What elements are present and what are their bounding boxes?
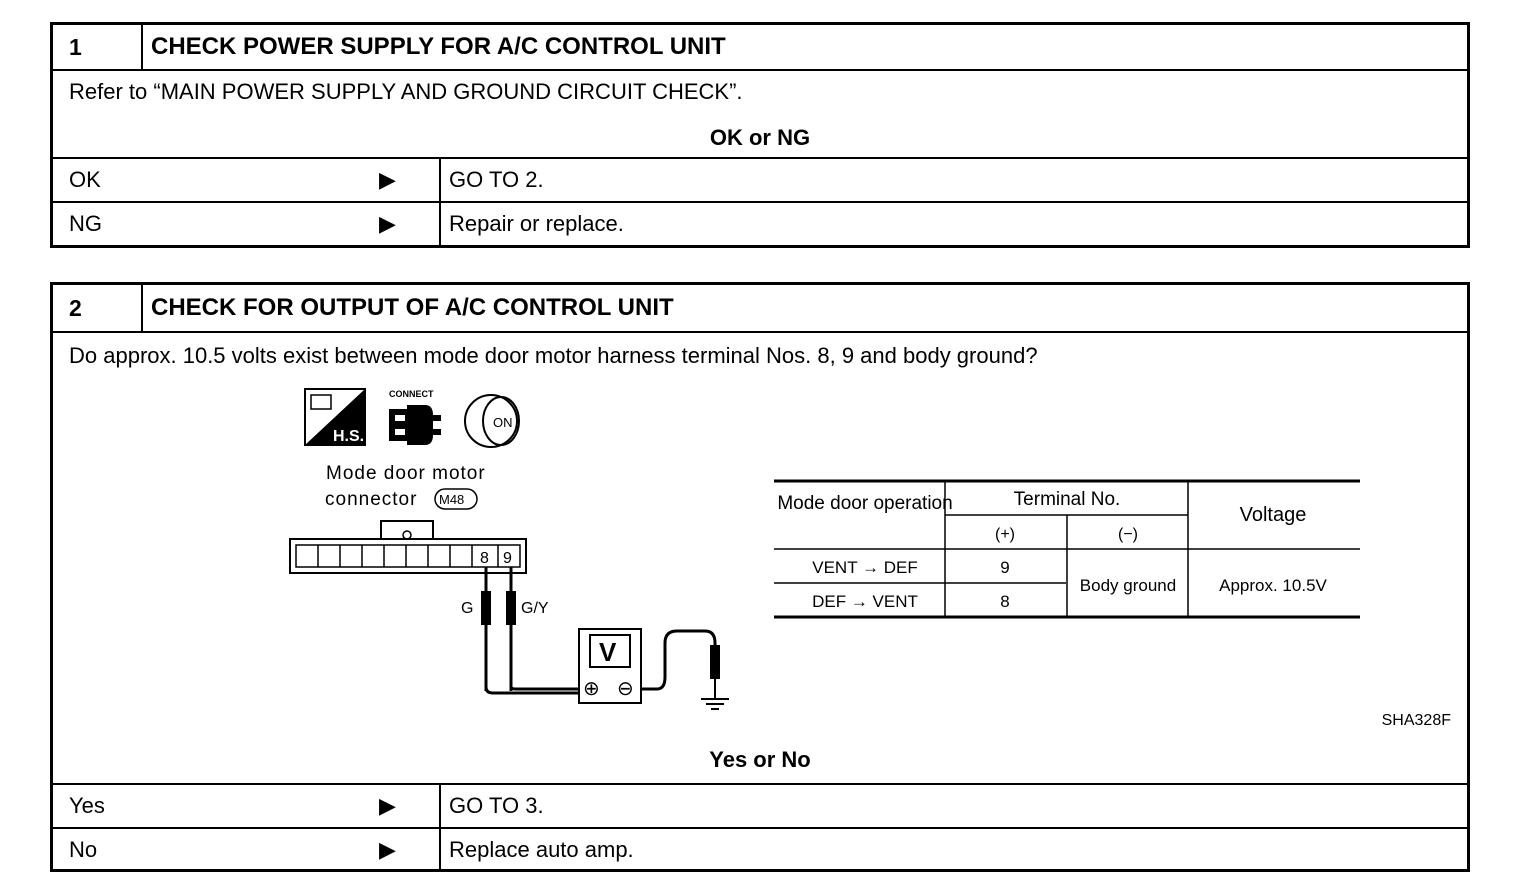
ignition-on-icon bbox=[465, 395, 519, 447]
table-header-voltage: Voltage bbox=[1239, 504, 1307, 526]
step-1-title: CHECK POWER SUPPLY FOR A/C CONTROL UNIT bbox=[151, 33, 726, 60]
step-1-header bbox=[53, 25, 1467, 71]
voltage-table bbox=[774, 481, 1360, 617]
step-2-instruction: Do approx. 10.5 volts exist between mode door motor harness terminal Nos. 8, 9 and body ground? bbox=[69, 343, 1038, 368]
connector-label-line1: Mode door motor bbox=[326, 463, 486, 484]
terminal-8: 8 bbox=[480, 550, 489, 567]
table-row-operation: DEF → VENT bbox=[812, 592, 918, 611]
connector-id: M48 bbox=[439, 492, 465, 507]
table-header-terminal: Terminal No. bbox=[1013, 489, 1121, 510]
result-label: Yes bbox=[69, 793, 105, 818]
step-2-header bbox=[53, 285, 1467, 333]
table-header-operation: Mode door operation bbox=[777, 493, 953, 514]
step-2-box bbox=[50, 282, 1470, 872]
step-1-box bbox=[50, 22, 1470, 248]
divider bbox=[439, 829, 441, 871]
wiring-diagram bbox=[53, 381, 1467, 781]
divider bbox=[439, 159, 441, 201]
wire-color-gy: G/Y bbox=[521, 600, 549, 617]
arrow-right-icon: ▶ bbox=[379, 167, 396, 192]
arrow-right-icon: ▶ bbox=[379, 793, 396, 818]
figure-code: SHA328F bbox=[1381, 712, 1451, 729]
connector-label-line2: connector bbox=[325, 489, 418, 510]
step-1-number: 1 bbox=[53, 25, 143, 69]
meter-symbol: V bbox=[599, 637, 617, 667]
result-action: GO TO 3. bbox=[449, 793, 544, 818]
step-2-title: CHECK FOR OUTPUT OF A/C CONTROL UNIT bbox=[151, 294, 674, 321]
voltmeter-icon bbox=[579, 629, 641, 703]
table-minus-value: Body ground bbox=[1079, 576, 1177, 595]
step-2-number: 2 bbox=[53, 285, 143, 331]
harness-sensor-icon bbox=[305, 389, 365, 445]
meter-minus-terminal: ⊖ bbox=[617, 678, 634, 700]
table-header-minus: (−) bbox=[1118, 526, 1138, 543]
result-label: No bbox=[69, 837, 98, 862]
connect-label: CONNECT bbox=[389, 389, 434, 399]
table-voltage-value: Approx. 10.5V bbox=[1219, 576, 1327, 595]
result-action: Replace auto amp. bbox=[449, 837, 634, 862]
step-2-result-yes bbox=[53, 783, 1467, 827]
table-header-plus: (+) bbox=[995, 526, 1015, 543]
step-2-result-no bbox=[53, 827, 1467, 871]
step-1-instruction: Refer to “MAIN POWER SUPPLY AND GROUND CIRCUIT CHECK”. bbox=[69, 79, 743, 104]
table-row-plus: 8 bbox=[1000, 592, 1010, 611]
table-row-plus: 9 bbox=[1000, 558, 1010, 577]
connector-m48 bbox=[290, 521, 526, 573]
result-label: NG bbox=[69, 211, 102, 236]
step-1-result-ok bbox=[53, 157, 1467, 201]
step-1-question: OK or NG bbox=[709, 125, 811, 150]
result-label: OK bbox=[69, 167, 101, 192]
step-2-question: Yes or No bbox=[709, 747, 811, 772]
table-row-operation: VENT → DEF bbox=[812, 558, 918, 577]
divider bbox=[439, 203, 441, 245]
meter-plus-terminal: ⊕ bbox=[583, 678, 600, 700]
result-action: GO TO 2. bbox=[449, 167, 544, 192]
wire-color-g: G bbox=[461, 600, 474, 617]
arrow-right-icon: ▶ bbox=[379, 211, 396, 236]
terminal-9: 9 bbox=[503, 550, 512, 567]
step-1-result-ng bbox=[53, 201, 1467, 245]
connect-icon bbox=[389, 389, 441, 445]
on-label: ON bbox=[493, 415, 513, 430]
arrow-right-icon: ▶ bbox=[379, 837, 396, 862]
divider bbox=[439, 785, 441, 827]
result-action: Repair or replace. bbox=[449, 211, 624, 236]
hs-label: H.S. bbox=[333, 428, 365, 445]
